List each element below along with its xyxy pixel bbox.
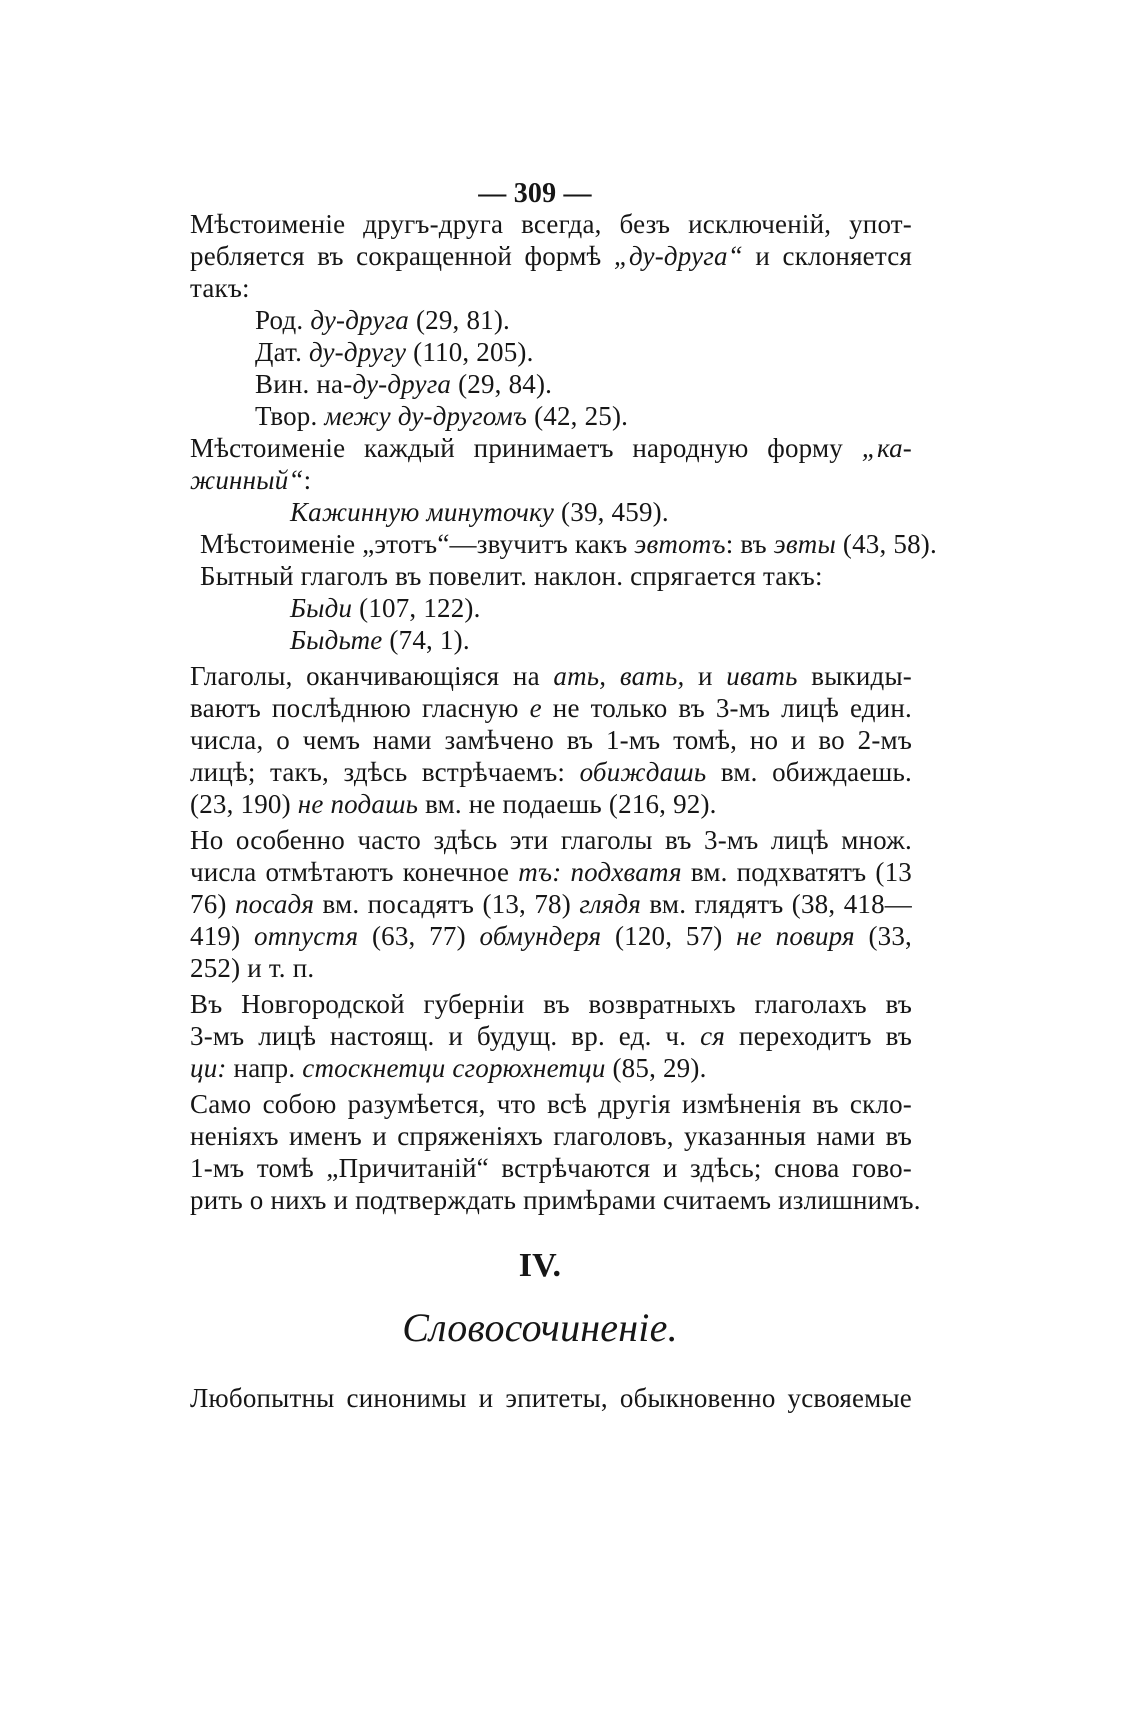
case-form: ду-другу	[308, 337, 407, 367]
italic-term: глядя	[579, 889, 642, 919]
text-run: 3-мъ лицѣ настоящ. и будущ. вр. ед. ч.	[190, 1021, 701, 1051]
text-run: 419)	[190, 921, 254, 951]
paragraph-line	[200, 526, 937, 562]
paragraph-line	[190, 854, 912, 890]
text-run: и склоняется	[742, 241, 912, 271]
text-run: вм. обиждаешь.	[706, 757, 912, 787]
case-label: Вин. на-	[255, 369, 353, 399]
paragraph-line	[190, 658, 912, 694]
paragraph-line: Въ Новгородской губерніи въ возвратныхъ глаголахъ въ	[190, 989, 912, 1019]
paragraph-line: Любопытны синонимы и эпитеты, обыкновенно усвояемые	[190, 1383, 912, 1413]
case-ref: (42, 25).	[527, 401, 629, 431]
paragraph-line	[190, 430, 912, 466]
example-form: Быдьте	[290, 625, 383, 655]
text-run: вм. не подаешь (216, 92).	[418, 789, 717, 819]
section-title: Словосочиненіе.	[402, 1305, 678, 1350]
case-ref: (29, 81).	[409, 305, 510, 335]
text-run: 76)	[190, 889, 235, 919]
paragraph-line	[190, 786, 912, 822]
italic-term: эвты	[773, 529, 836, 559]
page-number: — 309 —	[478, 178, 592, 209]
text-run: и	[684, 661, 727, 691]
section-number: IV.	[518, 1247, 562, 1284]
paragraph-line: Само собою разумѣется, что всѣ другія измѣненія въ скло-	[190, 1089, 912, 1119]
paragraph-line: Мѣстоименіе другъ-друга всегда, безъ исключеній, упот-	[190, 209, 912, 239]
paragraph-line	[190, 462, 912, 498]
case-form: ду-друга	[310, 305, 410, 335]
text-run: не только въ 3-мъ лицѣ един.	[541, 693, 912, 723]
paragraph-line	[190, 754, 912, 790]
example-form: Быди	[290, 593, 353, 623]
text-run: напр.	[226, 1053, 303, 1083]
text-run: : въ	[725, 529, 774, 559]
case-label: Род.	[255, 305, 311, 335]
example-ref: (39, 459).	[554, 497, 669, 527]
text-run: выкиды-	[797, 661, 912, 691]
text-run: вм. посадятъ (13, 78)	[314, 889, 580, 919]
paragraph-line: такъ:	[190, 273, 250, 303]
text-run: (33,	[854, 921, 913, 951]
text-run: (43, 58).	[835, 529, 937, 559]
italic-term: отпустя	[254, 921, 359, 951]
text-run: (23, 190)	[190, 789, 298, 819]
case-form: межу ду-другомъ	[324, 401, 528, 431]
paragraph-line	[190, 1018, 912, 1054]
text-run: :	[303, 465, 312, 495]
example-form: Кажинную минуточку	[290, 497, 555, 527]
italic-term: обмундеря	[479, 921, 602, 951]
paragraph-line	[190, 1050, 912, 1086]
text-run: числа отмѣтаютъ конечное	[190, 857, 519, 887]
italic-term: не повиря	[736, 921, 855, 951]
case-line	[255, 398, 895, 434]
paragraph-line	[190, 886, 912, 922]
example-line	[290, 494, 910, 530]
text-run: Мѣстоименіе каждый принимаетъ народную форму	[190, 433, 862, 463]
case-ref: (29, 84).	[451, 369, 553, 399]
italic-term: посадя	[234, 889, 315, 919]
italic-term: обиждашь	[579, 757, 707, 787]
text-run: вм. подхватятъ (13	[681, 857, 913, 887]
example-line	[290, 590, 910, 626]
italic-term: ся	[700, 1021, 726, 1051]
paragraph-line: 252) и т. п.	[190, 953, 315, 983]
paragraph-line: Бытный глаголъ въ повелит. наклон. спрягается такъ:	[200, 561, 823, 591]
example-ref: (74, 1).	[382, 625, 470, 655]
paragraph-line	[190, 238, 912, 274]
case-line	[255, 302, 895, 338]
paragraph-line: числа, о чемъ нами замѣчено въ 1-мъ томѣ, но и во 2-мъ	[190, 725, 912, 755]
paragraph-line	[190, 690, 912, 726]
text-run: (120, 57)	[601, 921, 737, 951]
italic-term: тъ: подхватя	[518, 857, 682, 887]
italic-term: ци:	[190, 1053, 227, 1083]
text-run: (63, 77)	[358, 921, 480, 951]
italic-term: „ду-друга“	[613, 241, 743, 271]
text-run: переходитъ въ	[725, 1021, 913, 1051]
paragraph-line: Но особенно часто здѣсь эти глаголы въ 3-мъ лицѣ множ.	[190, 825, 912, 855]
case-line	[255, 334, 895, 370]
text-run: лицѣ; такъ, здѣсь встрѣчаемъ:	[190, 757, 580, 787]
italic-term: „ка-	[861, 433, 912, 463]
text-run: (85, 29).	[605, 1053, 707, 1083]
case-line	[255, 366, 895, 402]
paragraph-line	[190, 918, 912, 954]
italic-term: ать, вать,	[553, 661, 685, 691]
paragraph-line: рить о нихъ и подтверждать примѣрами считаемъ излишнимъ.	[190, 1185, 921, 1215]
italic-term: не подашь	[297, 789, 419, 819]
text-run: ребляется въ сокращенной формѣ	[190, 241, 614, 271]
case-label: Дат.	[255, 337, 309, 367]
case-ref: (110, 205).	[406, 337, 534, 367]
case-label: Твор.	[255, 401, 325, 431]
italic-term: е	[529, 693, 542, 723]
paragraph-line: 1-мъ томѣ „Причитаній“ встрѣчаются и здѣсь; снова гово-	[190, 1153, 912, 1183]
paragraph-line: неніяхъ именъ и спряженіяхъ глаголовъ, указанныя нами въ	[190, 1121, 912, 1151]
example-line	[290, 622, 910, 658]
italic-term: эвтотъ	[634, 529, 726, 559]
text-run: ваютъ послѣднюю гласную	[190, 693, 530, 723]
text-run: Мѣстоименіе „этотъ“—звучитъ какъ	[200, 529, 635, 559]
text-run: вм. глядятъ (38, 418—	[641, 889, 913, 919]
italic-term: ивать	[726, 661, 798, 691]
text-run: Глаголы, оканчивающіяся на	[190, 661, 554, 691]
example-ref: (107, 122).	[352, 593, 481, 623]
italic-term: жинный“	[190, 465, 304, 495]
italic-term: стоскнетци сгорюхнетци	[302, 1053, 606, 1083]
case-form: ду-друга	[352, 369, 452, 399]
